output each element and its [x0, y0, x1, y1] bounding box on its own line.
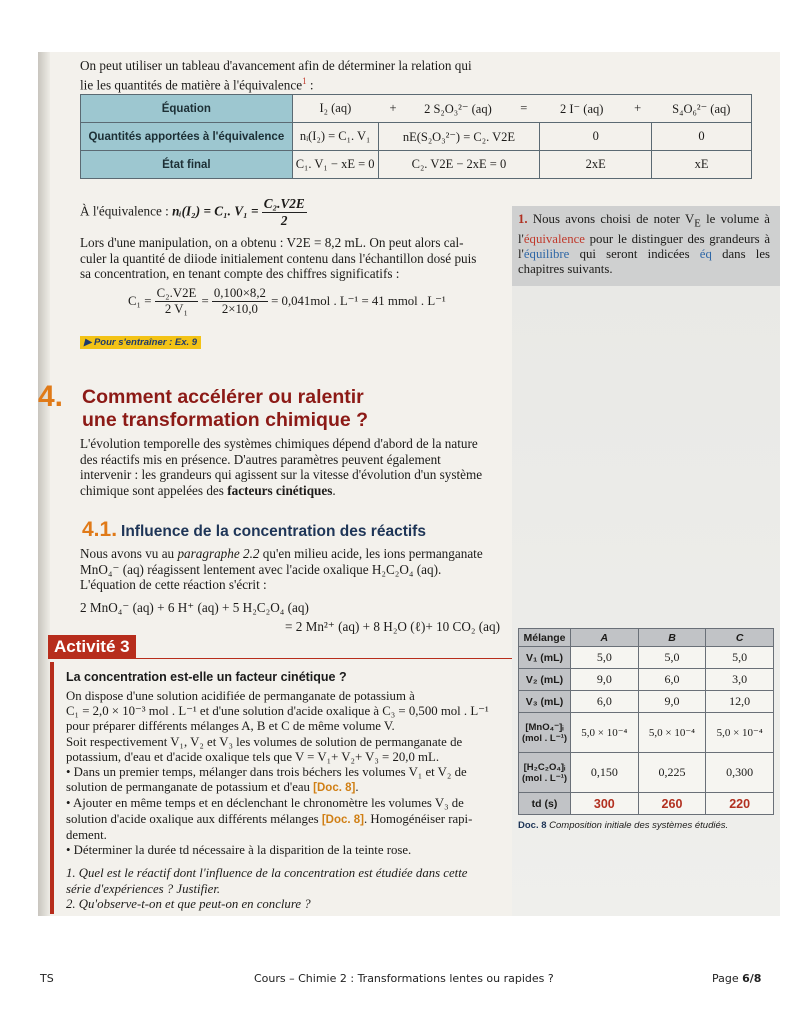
doc-8-link[interactable]: [Doc. 8] [321, 813, 364, 826]
fraction-denominator: 2×10,0 [221, 302, 258, 316]
footer-page-number: 6/8 [742, 972, 762, 985]
intro-line2: lie les quantités de matière à l'équivalence [80, 76, 303, 92]
activite-line: solution d'acide oxalique aux différents mélanges [66, 811, 322, 826]
footnote-mark: 1 [302, 75, 307, 86]
cell: I₂ (aq) [292, 95, 378, 123]
section-41-text: MnO₄⁻ (aq) réagissent lentement avec l'acide oxalique H₂C₂O₄ (aq). [80, 561, 442, 577]
sidenote-box [512, 206, 780, 286]
section-4-paragraph [80, 436, 496, 498]
reaction-equation-line1: 2 MnO₄⁻ (aq) + 6 H⁺ (aq) + 5 H₂C₂O₄ (aq) [80, 600, 309, 615]
row-label: V₂ (mL) [519, 669, 571, 691]
table-row [519, 629, 774, 647]
table-cell: 220 [706, 793, 774, 815]
table-cell: 6,0 [571, 691, 639, 713]
table-cell: 6,0 [638, 669, 706, 691]
section-41-paragraph [80, 546, 496, 593]
section-4-end: . [332, 482, 336, 498]
exercise-badge-label [80, 336, 201, 349]
row-label: V₁ (mL) [519, 647, 571, 669]
activite-line: C₁ = 2,0 × 10⁻³ mol . L⁻¹ et d'une solution d'acide oxalique à C₃ = 0,500 mol . L⁻¹ [66, 704, 489, 719]
sidenote-part: qui seront indicées [569, 246, 700, 261]
table-cell: 9,0 [638, 691, 706, 713]
avancement-table [80, 94, 752, 179]
fraction-numerator: C₂.V2E [263, 196, 305, 211]
paragraph-ref: paragraphe 2.2 [177, 546, 260, 561]
question-line: série d'expériences ? Justifier. [66, 881, 221, 896]
section-4-line: chimique sont appelées des [80, 482, 228, 498]
arrow-icon: ▶ [84, 337, 94, 348]
section-4-title [82, 386, 368, 432]
doc-8-table [518, 628, 774, 815]
fraction-numerator: 0,100×8,2 [213, 286, 266, 300]
header-quantites: Quantités apportées à l'équivalence [81, 123, 293, 151]
sidenote-part: Nous avons choisi de noter V [532, 212, 695, 226]
question-line: 1. Quel est le réactif dont l'influence de la concentration est étudiée dans cette [66, 866, 468, 880]
activite-line: . Homogénéiser rapi- [363, 811, 473, 826]
sidenote-part: dans les chapitres suivants. [518, 246, 770, 276]
activite-line: On dispose d'une solution acidifiée de permanganate de potassium à [66, 689, 415, 703]
question-line: 2. Qu'observe-t-on et que peut-on en conclure ? [66, 897, 311, 912]
col-header-b: B [638, 629, 706, 647]
table-cell: 12,0 [706, 691, 774, 713]
cell: 0 [652, 123, 752, 151]
section-41-heading [82, 518, 426, 542]
manip-line: sa concentration, en tenant compte des chiffres significatifs : [80, 266, 400, 282]
section-4-title-line2: une transformation chimique ? [82, 409, 369, 431]
activite-line: solution de permanganate de potassium et d'eau [66, 780, 314, 795]
fraction-numerator: C₂.V2E [156, 286, 197, 300]
equivalence-fraction [262, 196, 307, 229]
intro-paragraph [80, 58, 550, 93]
table-cell: 5,0 × 10⁻⁴ [638, 713, 706, 753]
cell: 0 [540, 123, 652, 151]
equivalence-lhs: nᵢ(I₂) = C₁. V₁ = [172, 203, 259, 219]
activite-line: • Déterminer la durée td nécessaire à la disparition de la teinte rose. [66, 843, 412, 858]
calc-lhs: C₁ = [128, 294, 152, 308]
sidenote-keyword: équivalence [523, 231, 585, 246]
equivalence-relation [80, 196, 307, 229]
table-cell: 0,150 [571, 753, 639, 793]
activite-line: • Dans un premier temps, mélanger dans trois béchers les volumes V₁ et V₂ de [66, 765, 467, 780]
cell: S₄O₆²⁻ (aq) [652, 95, 752, 123]
cell: 2xE [540, 151, 652, 179]
calc-result: = 0,041mol . L⁻¹ = 41 mmol . L⁻¹ [271, 294, 446, 308]
section-41-text: L'équation de cette réaction s'écrit : [80, 577, 267, 593]
cell: C₂. V2E − 2xE = 0 [378, 151, 540, 179]
table-row [519, 669, 774, 691]
exercise-badge-text: Pour s'entraîner : Ex. 9 [93, 337, 198, 348]
table-cell: 9,0 [571, 669, 639, 691]
facteurs-cinetiques-term: facteurs cinétiques [227, 482, 333, 498]
table-cell: 5,0 [571, 647, 639, 669]
section-4-line: intervenir : les grandeurs qui agissent sur la vitesse d'évolution d'un système [80, 467, 483, 483]
section-4-line: L'évolution temporelle des systèmes chimiques dépend d'abord de la nature [80, 436, 478, 451]
col-header-c: C [706, 629, 774, 647]
table-cell: 5,0 × 10⁻⁴ [571, 713, 639, 753]
header-etat-final: État final [81, 151, 293, 179]
col-header-melange: Mélange [519, 629, 571, 647]
footer-page [712, 972, 761, 985]
manipulation-paragraph [80, 235, 496, 282]
activite-questions [66, 866, 496, 913]
section-4-title-line1: Comment accélérer ou ralentir [82, 386, 364, 408]
reaction-equation-line2: = 2 Mn²⁺ (aq) + 8 H₂O (ℓ)+ 10 CO₂ (aq) [284, 619, 500, 634]
sidenote-number: 1. [518, 212, 528, 226]
table-row [519, 647, 774, 669]
section-4-number: 4. [38, 380, 64, 413]
cell-operator: + [624, 95, 652, 123]
sidenote-sub: E [694, 218, 701, 230]
sidenote-keyword: éq [699, 246, 712, 261]
section-41-text: Nous avons vu au [80, 546, 178, 561]
activite-line: dement. [66, 827, 107, 842]
table-cell: 300 [571, 793, 639, 815]
cell-operator: = [508, 95, 540, 123]
concentration-calculation [128, 286, 446, 317]
scan-shadow [38, 52, 50, 916]
footer-title: Cours – Chimie 2 : Transformations lentes ou rapides ? [254, 972, 554, 985]
table-cell: 0,225 [638, 753, 706, 793]
sidenote-keyword: équilibre [523, 246, 570, 261]
calc-fraction-1 [155, 286, 199, 317]
activite-header [48, 637, 136, 657]
section-41-number: 4.1. [82, 518, 118, 541]
header-equation: Équation [81, 95, 293, 123]
sidenote-part: le volume à l' [518, 212, 770, 246]
table-row [519, 713, 774, 753]
table-cell: 5,0 [638, 647, 706, 669]
table-row [519, 753, 774, 793]
col-header-a: A [571, 629, 639, 647]
activite-line: pour préparer différents mélanges A, B et C de même volume V. [66, 719, 395, 734]
activite-line: . [355, 780, 359, 795]
table-cell: 260 [638, 793, 706, 815]
intro-line1: On peut utiliser un tableau d'avancement afin de déterminer la relation qui [80, 58, 472, 73]
doc-8-caption-text: Composition initiale des systèmes étudiés. [549, 820, 729, 831]
cell: nᵢ(I₂) = C₁. V₁ [292, 123, 378, 151]
footer-class: TS [40, 972, 54, 985]
table-row-equation [81, 95, 752, 123]
equivalence-prefix: À l'équivalence : [80, 203, 169, 219]
activite-side-bar [50, 662, 54, 914]
section-41-title: Influence de la concentration des réactifs [121, 523, 426, 540]
activite-question: La concentration est-elle un facteur cinétique ? [66, 670, 347, 684]
section-4-line: des réactifs mis en présence. D'autres paramètres peuvent également [80, 451, 441, 467]
activite-line: potassium, d'eau et d'acide oxalique tels que V = V₁+ V₂+ V₃ = 20,0 mL. [66, 749, 440, 764]
fraction-denominator: 2 [280, 213, 288, 228]
page-footer [0, 968, 791, 992]
activite-line: • Ajouter en même temps et en déclenchant le chronomètre les volumes V₃ de [66, 796, 464, 811]
activite-body [66, 689, 496, 858]
sidenote-text [512, 206, 780, 277]
calc-equals: = [201, 294, 209, 308]
cell: nE(S₂O₃²⁻) = C₂. V2E [378, 123, 540, 151]
row-label: td (s) [519, 793, 571, 815]
row-label: [MnO₄⁻]ᵢ (mol . L⁻¹) [519, 713, 571, 753]
sidenote-part: pour le distinguer des grandeurs à l' [518, 231, 770, 261]
doc-8-link[interactable]: [Doc. 8] [313, 782, 356, 795]
table-cell: 5,0 × 10⁻⁴ [706, 713, 774, 753]
calc-fraction-2 [212, 286, 268, 317]
cell: 2 I⁻ (aq) [540, 95, 624, 123]
reaction-equation [80, 598, 500, 636]
cell: 2 S₂O₃²⁻ (aq) [408, 95, 508, 123]
exercise-badge [80, 332, 201, 350]
intro-line2-end: : [306, 76, 314, 92]
table-cell: 0,300 [706, 753, 774, 793]
manip-line: culer la quantité de diiode initialement contenu dans l'échantillon dosé puis [80, 250, 477, 266]
row-label: V₃ (mL) [519, 691, 571, 713]
table-cell: 3,0 [706, 669, 774, 691]
cell: C₁. V₁ − xE = 0 [292, 151, 378, 179]
table-row-etat-final [81, 151, 752, 179]
table-row [519, 793, 774, 815]
manip-line: Lors d'une manipulation, on a obtenu : V2E = 8,2 mL. On peut alors cal- [80, 235, 464, 250]
activite-rule [48, 658, 512, 659]
table-row-quantites [81, 123, 752, 151]
cell: xE [652, 151, 752, 179]
cell-operator: + [378, 95, 408, 123]
activite-label: Activité 3 [48, 635, 136, 658]
table-cell: 5,0 [706, 647, 774, 669]
table-row [519, 691, 774, 713]
doc-8-caption-ref: Doc. 8 [518, 820, 547, 831]
textbook-scan [38, 52, 780, 916]
doc-8-caption [518, 820, 728, 831]
footer-page-prefix: Page [712, 972, 743, 985]
fraction-denominator: 2 V₁ [164, 302, 188, 316]
section-41-text: qu'en milieu acide, les ions permanganate [259, 546, 483, 561]
activite-line: Soit respectivement V₁, V₂ et V₃ les volumes de solution de permanganate de [66, 734, 463, 749]
row-label: [H₂C₂O₄]ᵢ (mol . L⁻¹) [519, 753, 571, 793]
